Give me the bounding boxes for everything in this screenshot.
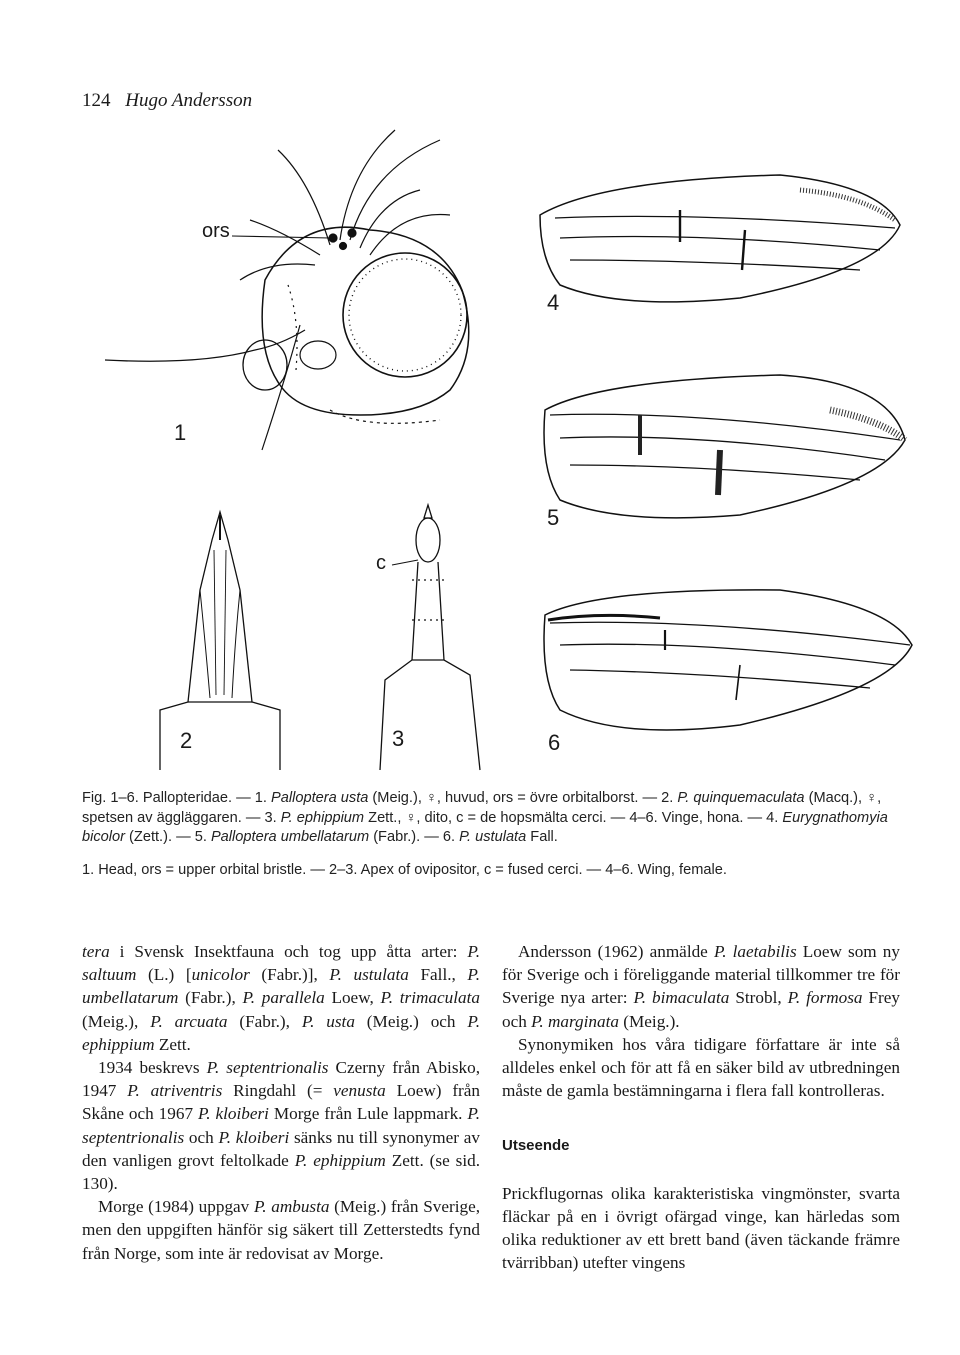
- figure-plate: [0, 120, 960, 780]
- figure-number-3: 3: [392, 726, 405, 751]
- section-heading-utseende: Utseende: [502, 1137, 570, 1155]
- figure-number-4: 4: [547, 290, 560, 315]
- running-header: [82, 90, 252, 112]
- figure-drawings: [0, 120, 960, 780]
- wing-drawing-5: [544, 375, 905, 518]
- figure-number-6: 6: [548, 730, 561, 755]
- body-paragraph: Synonymiken hos våra tidigare författare är inte så alldeles enkel och för att få en säker bild av utbredningen måste de gamla bestämningarna i flera fall kontrolleras.: [502, 1034, 900, 1101]
- body-paragraph: Andersson (1962) anmälde P. laetabilis Loew som ny för Sverige och i föreliggande material tillkommer tre för Sverige nya arter: P. bimaculata Strobl, P. formosa Frey och P. marginata (Meig.).: [502, 942, 900, 1031]
- body-column-left: [82, 940, 480, 1265]
- caption-english: 1. Head, ors = upper orbital bristle. — 2–3. Apex of ovipositor, c = fused cerci. — 4–6. Wing, female.: [82, 861, 727, 878]
- ovipositor-apex-drawing-2: [160, 512, 280, 770]
- left-paragraphs: [82, 940, 480, 1265]
- body-column-right: [502, 940, 900, 1274]
- label-c: c: [376, 552, 386, 574]
- wing-drawing-4: [540, 175, 900, 302]
- label-ors: ors: [202, 220, 230, 242]
- right-paragraphs: [502, 940, 900, 1102]
- figure-number-5: 5: [547, 505, 560, 530]
- body-paragraph: 1934 beskrevs P. septentrionalis Czerny från Abisko, 1947 P. atriventris Ringdahl (= venusta Loew) från Skåne och 1967 P. kloiberi Morge från Lule lappmark. P. septentrionalis och P. kloiberi sänks nu till synonymer av den vanligen grovt feltolkade P. ephippium Zett. (se sid. 130).: [82, 1058, 481, 1194]
- figure-number-2: 2: [180, 728, 193, 753]
- figure-caption: [82, 789, 902, 880]
- body-paragraph: Morge (1984) uppgav P. ambusta (Meig.) från Sverige, men den uppgiften hänför sig säkert till Zetterstedts fynd från Norge, som inte är redovisat av Morge.: [82, 1197, 480, 1263]
- figure-number-1: 1: [174, 420, 187, 445]
- caption-swedish: Fig. 1–6. Pallopteridae. — 1. Palloptera usta (Meig.), ♀, huvud, ors = övre orbitalborst. — 2. P. quinquemaculata (Macq.), ♀, spetsen av äggläggaren. — 3. P. ephippium Zett., ♀, dito, c = de hopsmälta cerci. — 4–6. Vinge, hona. — 4. Eurygnathomyia bicolor (Zett.). — 5. Palloptera umbellatarum (Fabr.). — 6. P. ustulata Fall.: [82, 790, 888, 845]
- body-paragraph: tera i Svensk Insektfauna och tog upp åtta arter: P. saltuum (L.) [unicolor (Fabr.)], P. ustulata Fall., P. umbellatarum (Fabr.), P. parallela Loew, P. trimaculata (Meig.), P. arcuata (Fabr.), P. usta (Meig.) och P. ephippium Zett.: [82, 942, 480, 1054]
- wing-drawing-6: [544, 590, 912, 730]
- body-paragraph: Prickflugornas olika karakteristiska vingmönster, svarta fläckar på en i övrigt ofärgad vinge, kan härledas som olika reduktioner av ett brett band (även täckande främre tvärribban) utefter vingens: [502, 1183, 900, 1273]
- right-paragraphs-after-heading: [502, 1182, 900, 1275]
- running-author: Hugo Andersson: [125, 90, 253, 111]
- fly-head-drawing: [105, 130, 469, 450]
- page-number: 124: [82, 90, 111, 111]
